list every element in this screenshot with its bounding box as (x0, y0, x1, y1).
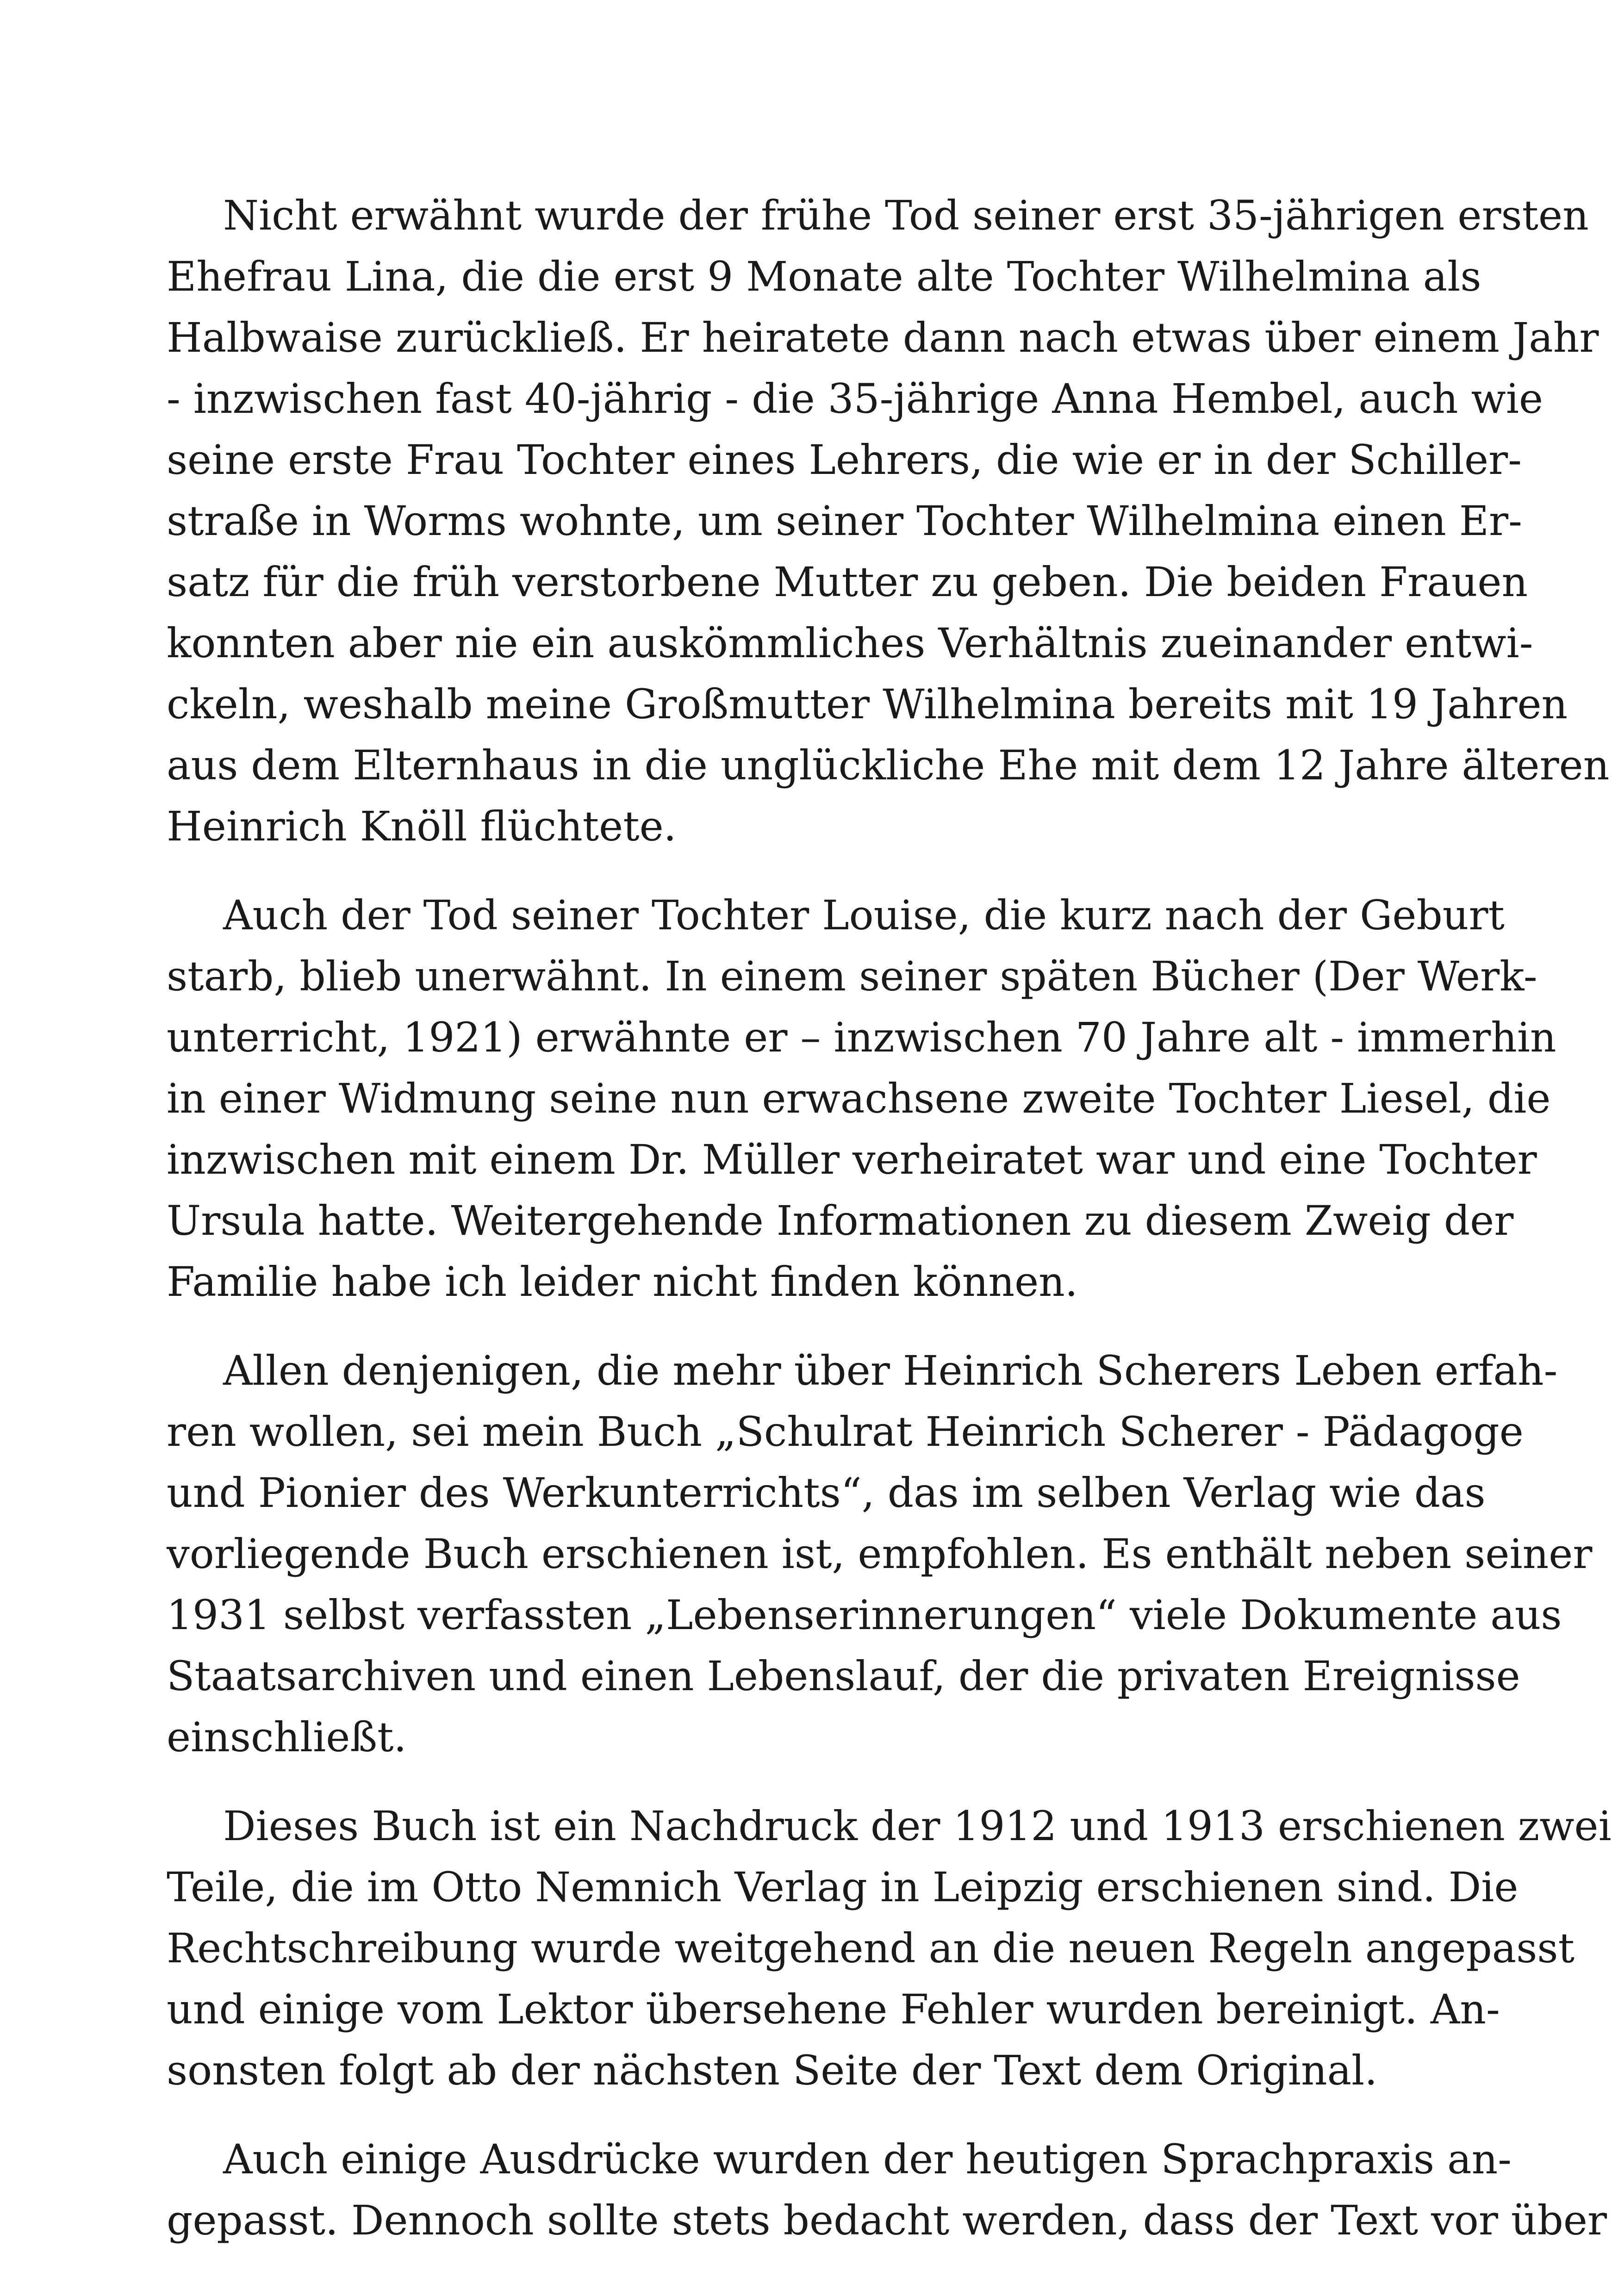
text-line: vorliegende Buch erschienen ist, empfohlen. Es enthält neben seiner (167, 1530, 1593, 1578)
paragraph (167, 185, 1610, 857)
text-line: Auch einige Ausdrücke wurden der heutigen Sprachpraxis an- (223, 2135, 1512, 2183)
text-line: Rechtschreibung wurde weitgehend an die neuen Regeln angepasst (167, 1924, 1574, 1972)
text-line: Halbwaise zurückließ. Er heiratete dann nach etwas über einem Jahr (167, 314, 1599, 361)
text-line: sonsten folgt ab der nächsten Seite der Text dem Original. (167, 2047, 1378, 2094)
text-line: Familie habe ich leider nicht finden können. (167, 1258, 1078, 1306)
text-line: einschließt. (167, 1713, 407, 1761)
text-line: Ursula hatte. Weitergehende Informationen zu diesem Zweig der (167, 1197, 1514, 1244)
paragraph (167, 1796, 1612, 2101)
text-line: unterricht, 1921) erwähnte er – inzwischen 70 Jahre alt - immerhin (167, 1014, 1556, 1061)
paragraph (167, 885, 1556, 1313)
body-text (167, 185, 1612, 2279)
text-line: und einige vom Lektor übersehene Fehler wurden bereinigt. An- (167, 1985, 1500, 2033)
text-line: inzwischen mit einem Dr. Müller verheiratet war und eine Tochter (167, 1136, 1537, 1183)
text-line: Ehefrau Lina, die die erst 9 Monate alte Tochter Wilhelmina als (167, 253, 1481, 300)
text-line: konnten aber nie ein auskömmliches Verhältnis zueinander entwi- (167, 619, 1533, 667)
text-line: Staatsarchiven und einen Lebenslauf, der die privaten Ereignisse (167, 1652, 1520, 1700)
text-line: starb, blieb unerwähnt. In einem seiner späten Bücher (Der Werk- (167, 952, 1537, 1000)
text-line: und Pionier des Werkunterrichts“, das im selben Verlag wie das (167, 1469, 1486, 1517)
text-line: Auch der Tod seiner Tochter Louise, die kurz nach der Geburt (223, 891, 1505, 939)
text-line: Dieses Buch ist ein Nachdruck der 1912 und 1913 erschienen zwei (223, 1802, 1612, 1850)
text-line: ckeln, weshalb meine Großmutter Wilhelmina bereits mit 19 Jahren (167, 680, 1568, 728)
text-line: Heinrich Knöll flüchtete. (167, 803, 677, 850)
text-line: gepasst. Dennoch sollte stets bedacht werden, dass der Text vor über (167, 2196, 1607, 2244)
paragraph (167, 2129, 1607, 2251)
text-line: Allen denjenigen, die mehr über Heinrich Scherers Leben erfah- (223, 1347, 1558, 1394)
text-line: in einer Widmung seine nun erwachsene zweite Tochter Liesel, die (167, 1075, 1551, 1122)
text-line: - inzwischen fast 40-jährig - die 35-jährige Anna Hembel, auch wie (167, 375, 1543, 423)
text-line: aus dem Elternhaus in die unglückliche Ehe mit dem 12 Jahre älteren (167, 741, 1610, 789)
paragraph (167, 1340, 1593, 1768)
text-line: satz für die früh verstorbene Mutter zu geben. Die beiden Frauen (167, 558, 1528, 606)
text-line: Teile, die im Otto Nemnich Verlag in Leipzig erschienen sind. Die (167, 1863, 1518, 1911)
text-line: seine erste Frau Tochter eines Lehrers, die wie er in der Schiller- (167, 436, 1522, 484)
text-line: straße in Worms wohnte, um seiner Tochter Wilhelmina einen Er- (167, 497, 1522, 545)
text-line: ren wollen, sei mein Buch „Schulrat Heinrich Scherer - Pädagoge (167, 1408, 1524, 1456)
text-line: 1931 selbst verfassten „Lebenserinnerungen“ viele Dokumente aus (167, 1591, 1562, 1639)
text-line: Nicht erwähnt wurde der frühe Tod seiner erst 35-jährigen ersten (223, 192, 1589, 239)
